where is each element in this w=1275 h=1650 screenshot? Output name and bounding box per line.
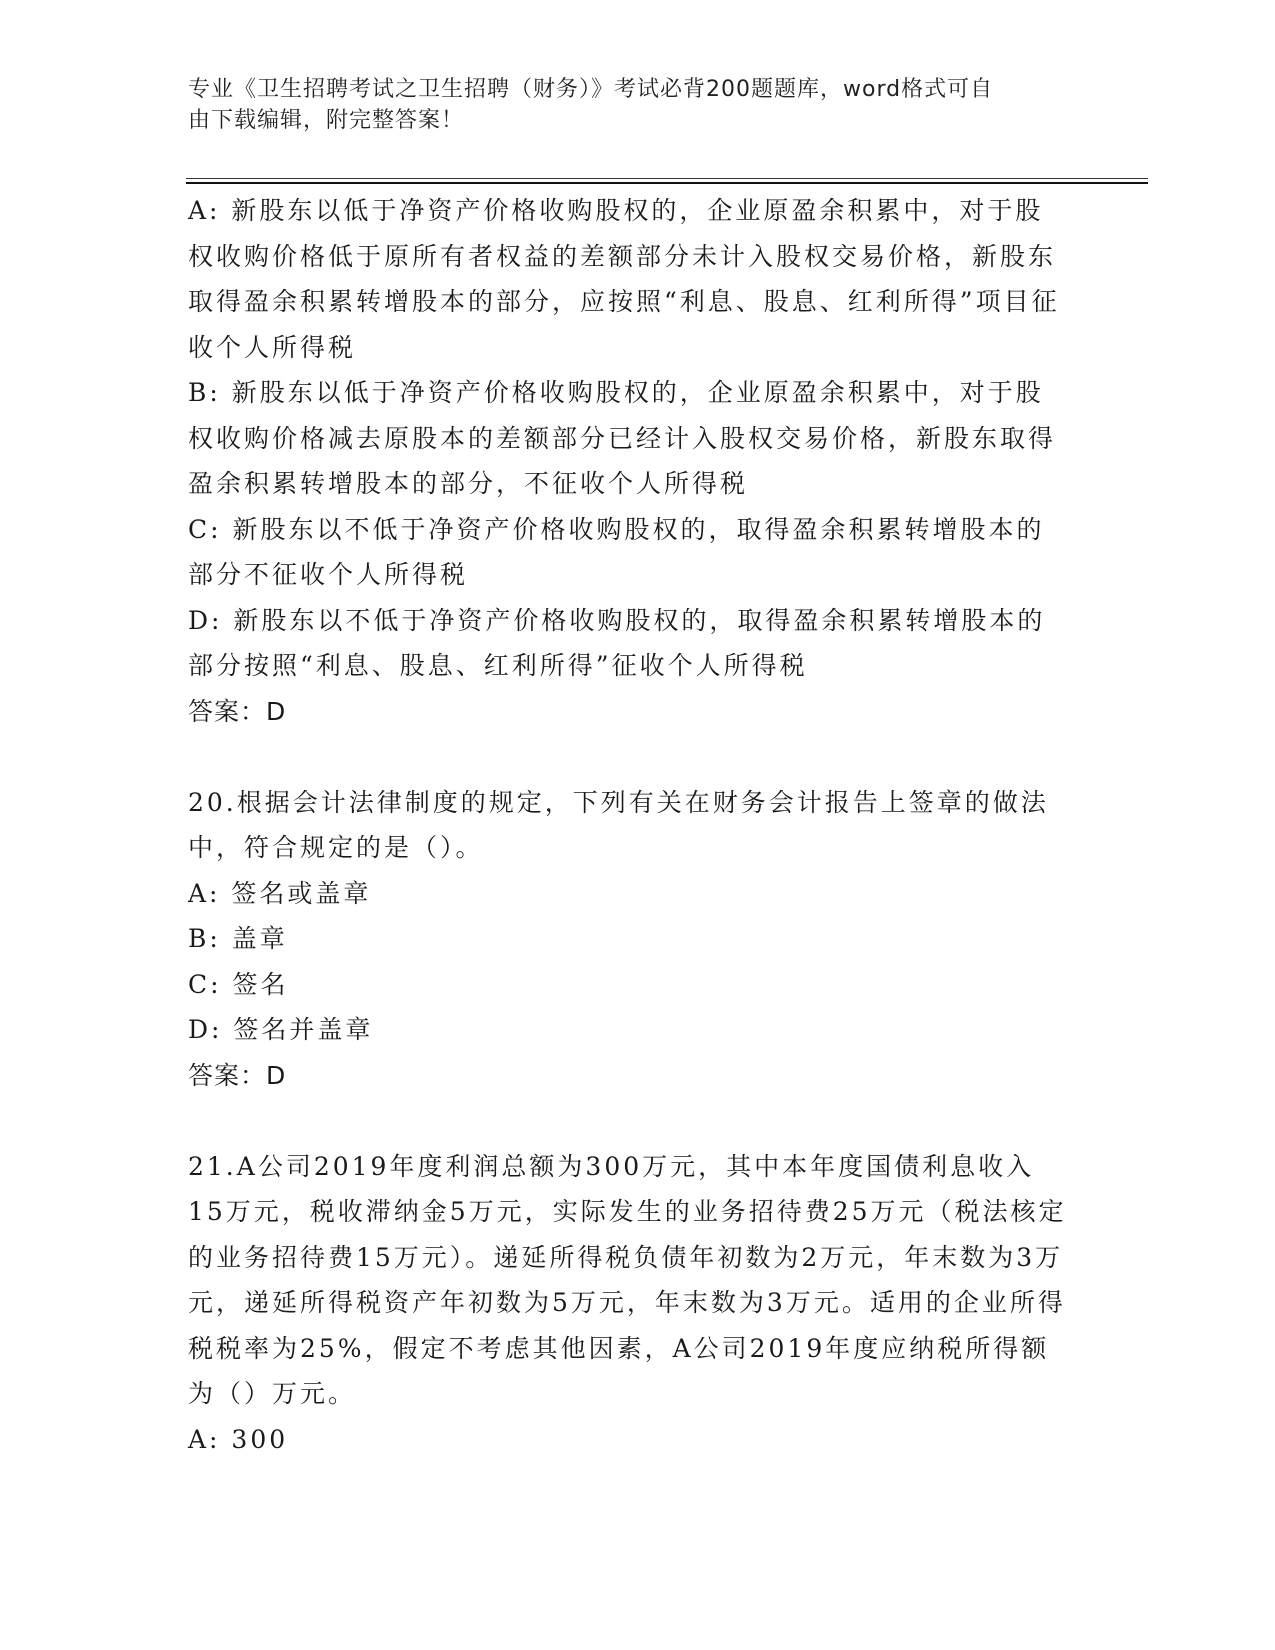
document-header: [188, 74, 1068, 136]
option-b: B: 盖章: [188, 924, 288, 953]
question-text: 20.根据会计法律制度的规定，下列有关在财务会计报告上签章的做法中，符合规定的是（）。: [188, 787, 1049, 862]
option-a: A: 新股东以低于净资产价格收购股权的，企业原盈余积累中，对于股权收购价格低于原所有者权益的差额部分未计入股权交易价格，新股东取得盈余积累转增股本的部分，应按照“利息、股息、红利所得”项目征收个人所得税: [188, 196, 1060, 362]
option-c: C: 新股东以不低于净资产价格收购股权的，取得盈余积累转增股本的部分不征收个人所得税: [188, 514, 1045, 589]
spacer: [188, 734, 1068, 780]
option-b: B: 新股东以低于净资产价格收购股权的，企业原盈余积累中，对于股权收购价格减去原股本的差额部分已经计入股权交易价格，新股东取得盈余积累转增股本的部分，不征收个人所得税: [188, 378, 1057, 498]
header-title-line-1: 专业《卫生招聘考试之卫生招聘（财务）》考试必背200题题库，word格式可自: [188, 77, 994, 102]
question-text: 21.A公司2019年度利润总额为300万元，其中本年度国债利息收入15万元，税收滞纳金5万元，实际发生的业务招待费25万元（税法核定的业务招待费15万元）。递延所得税负债年初数为2万元，年末数为3万元，递延所得税资产年初数为5万元，年末数为3万元。适用的企业所得税税率为25%，假定不考虑其他因素，A公司2019年度应纳税所得额为（）万元。: [188, 1151, 1067, 1408]
spacer: [188, 1098, 1068, 1144]
option-a: A: 签名或盖章: [188, 878, 372, 908]
answer: 答案：D: [188, 1060, 287, 1090]
question-20: [188, 780, 1068, 1099]
document-body: [188, 188, 1068, 1462]
header-title-line-2: 由下载编辑，附完整答案！: [188, 108, 465, 133]
option-d: D: 签名并盖章: [188, 1015, 374, 1044]
question-21: [188, 1144, 1068, 1463]
option-c: C: 签名: [188, 969, 289, 999]
header-divider-thin: [186, 178, 1148, 179]
answer: 答案：D: [188, 696, 287, 726]
header-divider-thick: [186, 182, 1148, 184]
option-a: A: 300: [188, 1424, 289, 1454]
question-19: [188, 188, 1068, 734]
option-d: D: 新股东以不低于净资产价格收购股权的，取得盈余积累转增股本的部分按照“利息、股息、红利所得”征收个人所得税: [188, 605, 1046, 680]
